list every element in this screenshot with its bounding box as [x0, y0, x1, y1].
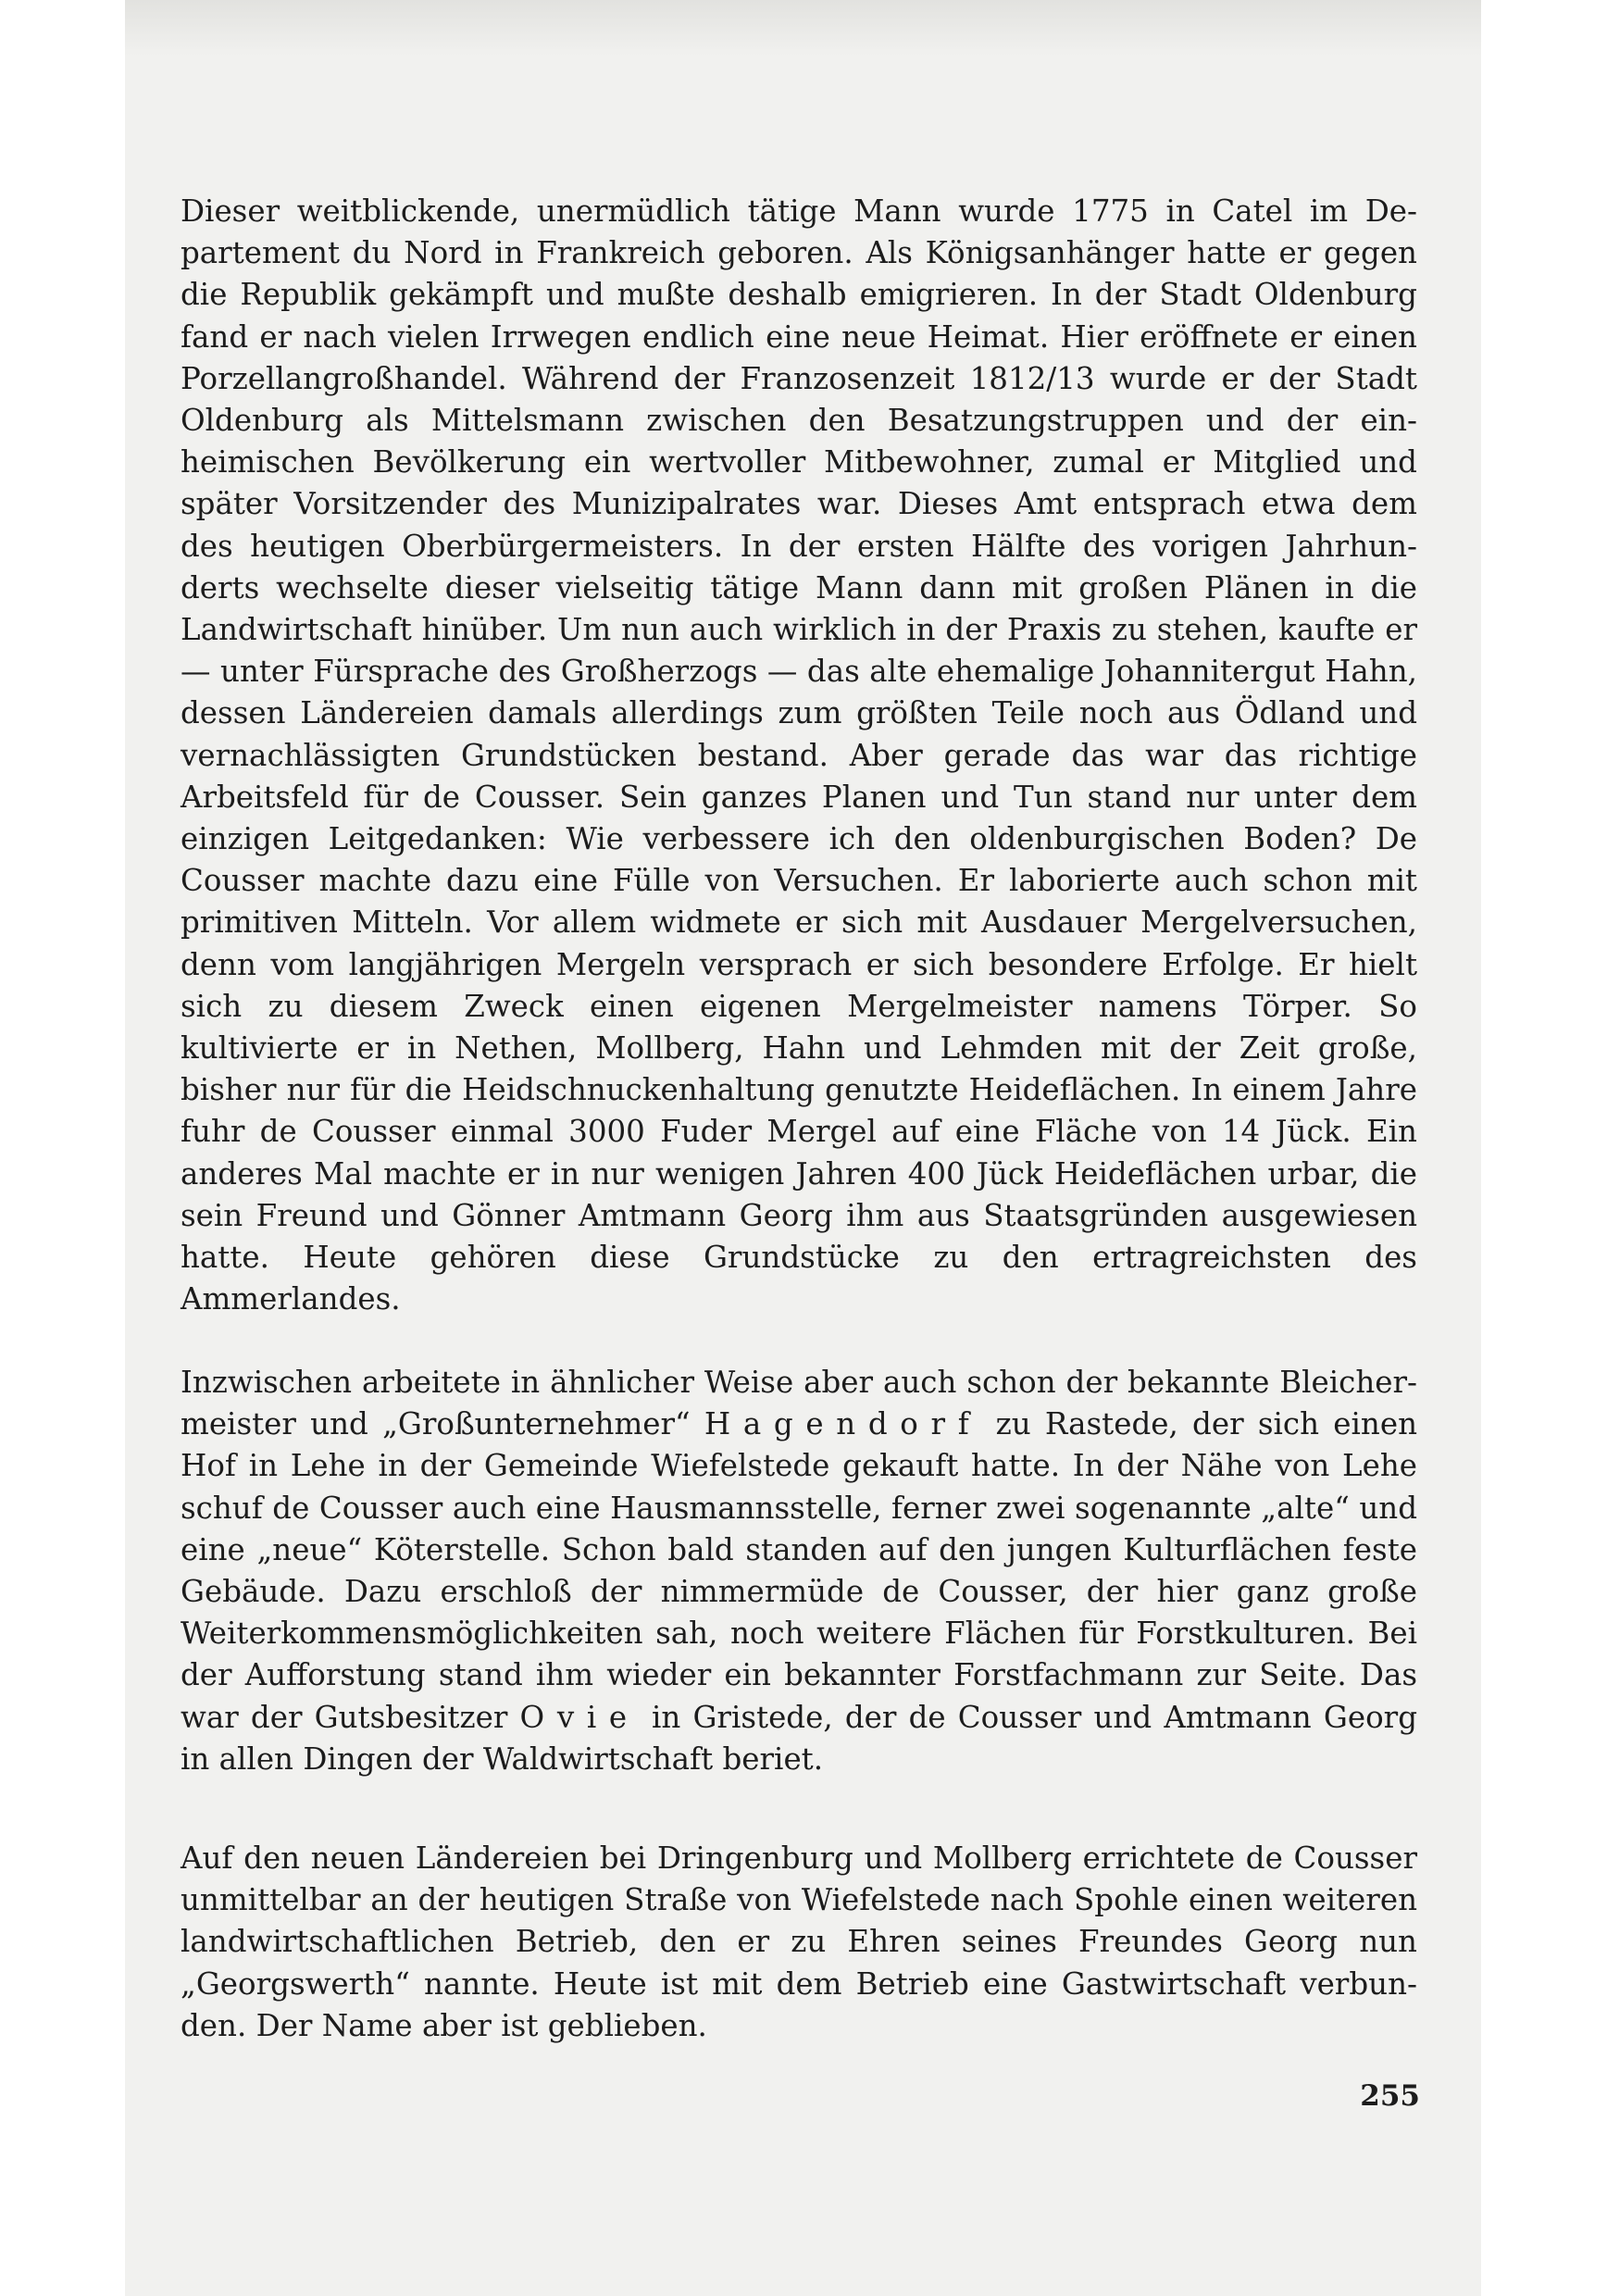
paragraph-2-text-c: in Gristede, der de Cousser und Amtmann Georg in allen Dingen der Waldwirtschaft beriet.	[181, 1699, 1417, 1777]
paragraph-2	[181, 1362, 1417, 1780]
paragraph-2-text-b: zu Rastede, der sich einen Hof in Lehe in der Gemeinde Wiefelstede gekauft hatte. In der Nähe von Lehe schuf de Cousser auch eine Hausmannsstelle, ferner zwei sogenannte „alte“ und eine „neue“ Köterstelle. Schon bald standen auf den jungen Kulturflächen feste Gebäude. Dazu erschloß der nimmermüde de Cousser, der hier ganz große Weiterkommensmöglichkeiten sah, noch weitere Flächen für Forstkulturen. Bei der Aufforstung stand ihm wieder ein bekannter Forstfachmann zur Seite. Das war der Gutsbesitzer	[181, 1406, 1417, 1735]
paragraph-1-text: Dieser weitblickende, unermüdlich tätige Mann wurde 1775 in Catel im Departement du Nord in Frankreich geboren. Als Königsanhänger hatte er gegen die Republik gekämpft und mußte deshalb emigrieren. In der Stadt Oldenburg fand er nach vielen Irrwegen endlich eine neue Heimat. Hier eröffnete er einen Porzellangroßhandel. Während der Franzosenzeit 1812/13 wurde er der Stadt Oldenburg als Mittelsmann zwischen den Besatzungstruppen und der einheimischen Bevölkerung ein wertvoller Mitbewohner, zumal er Mitglied und später Vorsitzender des Munizipalrates war. Dieses Amt entsprach etwa dem des heutigen Oberbürgermeisters. In der ersten Hälfte des vorigen Jahrhunderts wechselte dieser vielseitig tätige Mann dann mit großen Plänen in die Landwirtschaft hinüber. Um nun auch wirklich in der Praxis zu stehen, kaufte er — unter Fürsprache des Großherzogs — das alte ehemalige Johannitergut Hahn, dessen Ländereien damals allerdings zum größten Teile noch aus Ödland und vernachlässigten Grundstücken bestand. Aber gerade das war das richtige Arbeitsfeld für de Cousser. Sein ganzes Planen und Tun stand nur unter dem einzigen Leitgedanken: Wie verbessere ich den oldenburgischen Boden? De Cousser machte dazu eine Fülle von Versuchen. Er laborierte auch schon mit primitiven Mitteln. Vor allem widmete er sich mit Ausdauer Mergelversuchen, denn vom langjährigen Mergeln versprach er sich besondere Erfolge. Er hielt sich zu diesem Zweck einen eigenen Mergelmeister namens Törper. So kultivierte er in Nethen, Mollberg, Hahn und Lehmden mit der Zeit große, bisher nur für die Heidschnuckenhaltung genutzte Heideflächen. In einem Jahre fuhr de Cousser einmal 3000 Fuder Mergel auf eine Fläche von 14 Jück. Ein anderes Mal machte er in nur wenigen Jahren 400 Jück Heideflächen urbar, die sein Freund und Gönner Amtmann Georg ihm aus Staatsgründen ausgewiesen hatte. Heute gehören diese Grundstücke zu den ertragreichsten des Ammerlandes.	[181, 193, 1417, 1317]
paragraph-2-text-a: Inzwischen arbeitete in ähnlicher Weise aber auch schon der bekannte Bleichermeister und „Großunternehmer“	[181, 1365, 1417, 1442]
book-page	[125, 0, 1481, 2296]
paragraph-3-text: Auf den neuen Ländereien bei Dringenburg und Mollberg errichtete de Cousser unmittelbar an der heutigen Straße von Wiefelstede nach Spohle einen weiteren landwirtschaftlichen Betrieb, den er zu Ehren seines Freundes Georg nun „Georgswerth“ nannte. Heute ist mit dem Betrieb eine Gastwirtschaft verbunden. Der Name aber ist geblieben.	[181, 1841, 1417, 2043]
name-hagendorf: Hagendorf	[704, 1406, 982, 1442]
name-ovie: Ovie	[519, 1699, 640, 1735]
page-scan-shadow	[125, 0, 1481, 56]
page-number: 255	[1360, 2079, 1420, 2113]
paragraph-3	[181, 1838, 1417, 2047]
paragraph-1	[181, 191, 1417, 1320]
